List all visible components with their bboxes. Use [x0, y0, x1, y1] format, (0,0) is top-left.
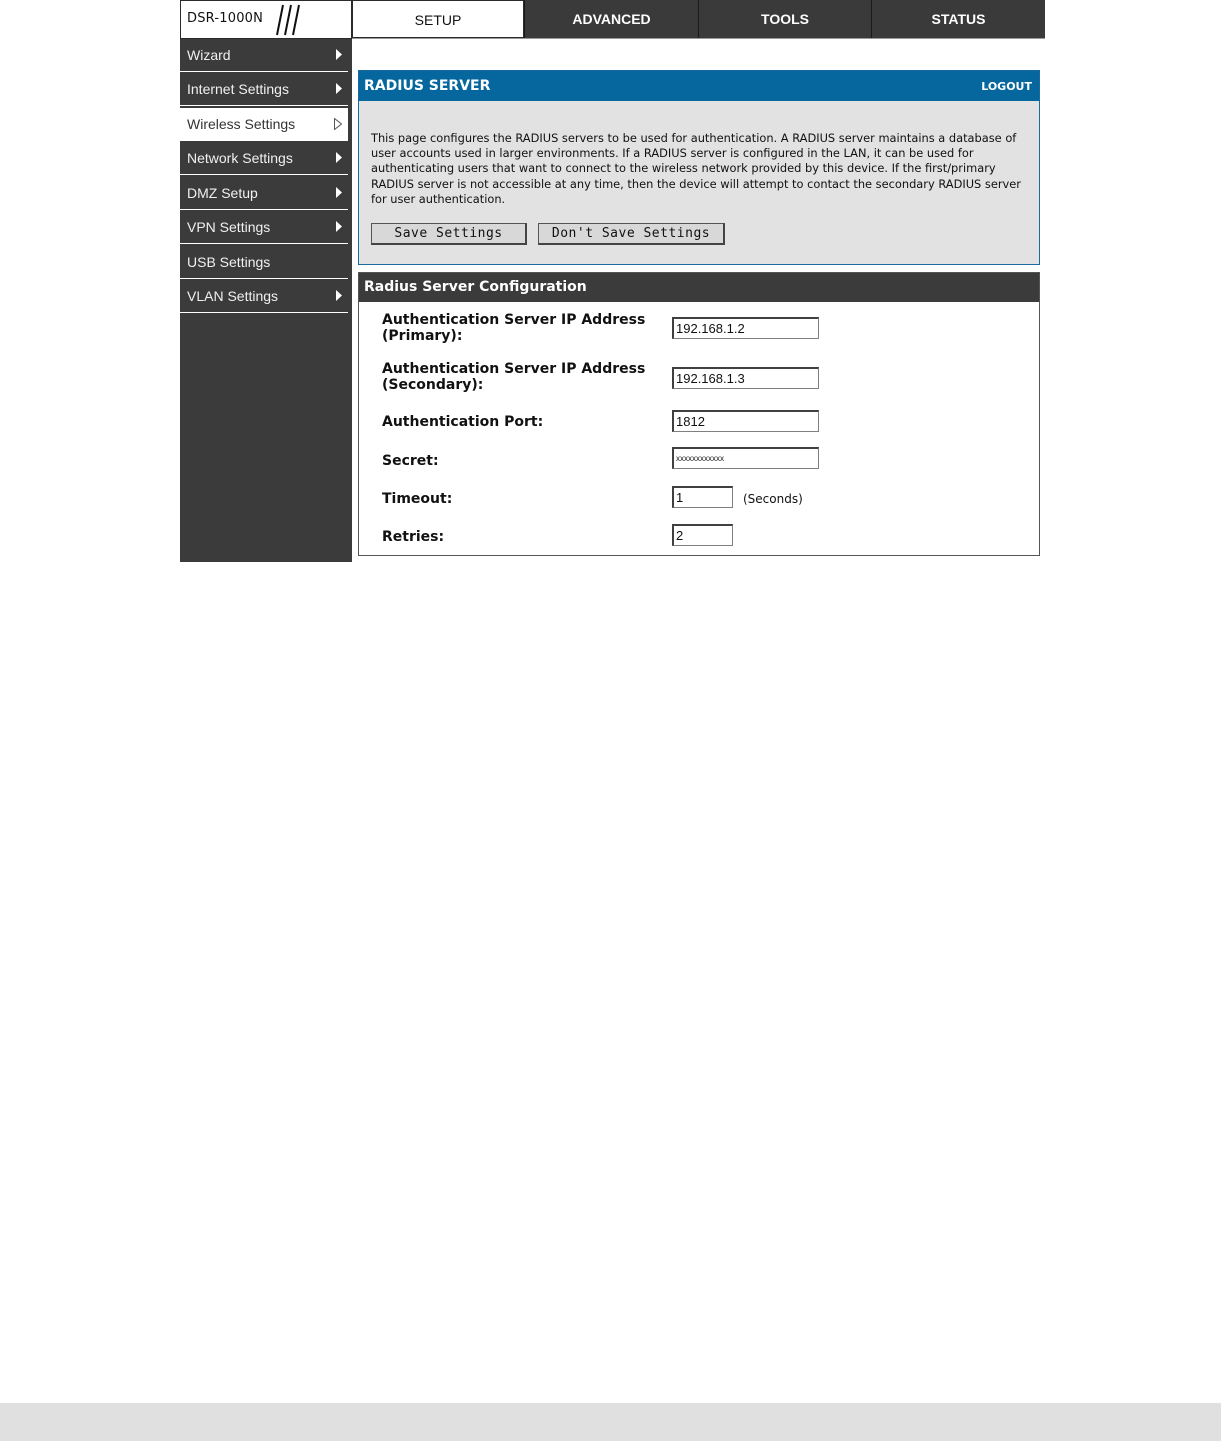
secret-input[interactable] [672, 447, 819, 469]
sidebar-item-label: VLAN Settings [187, 288, 279, 304]
sidebar-item-label: Wizard [187, 47, 231, 63]
config-title: Radius Server Configuration [364, 279, 587, 295]
config-header [359, 273, 1039, 302]
retries-label: Retries: [382, 529, 445, 545]
triangle-right-icon [336, 290, 342, 301]
sidebar-item-vpn-settings[interactable] [180, 211, 348, 244]
sidebar-item-wireless-settings[interactable] [180, 108, 348, 141]
page-title: RADIUS SERVER [364, 78, 491, 94]
sidebar-item-wizard[interactable] [180, 39, 348, 72]
secondary-ip-label [382, 361, 645, 393]
primary-ip-label-line1: Authentication Server IP Address [382, 312, 646, 328]
triangle-right-icon [336, 49, 342, 60]
model-name: DSR-1000N [187, 11, 264, 26]
triangle-right-icon [336, 152, 342, 163]
sidebar-item-network-settings[interactable] [180, 142, 348, 175]
triangle-right-icon [336, 83, 342, 94]
auth-port-input[interactable] [672, 410, 819, 432]
tab-status[interactable]: STATUS [871, 0, 1045, 38]
page-description: This page configures the RADIUS servers to be used for authentication. A RADIUS server maintains a database of user accounts used in larger environments. If a RADIUS server is configured in the LAN, it can be used for authenticating users that want to connect to the wireless network provided by this device. If the first/primary RADIUS server is not accessible at any time, then the device will attempt to contact the secondary RADIUS server for user authentication. [371, 131, 1021, 206]
tab-tools[interactable]: TOOLS [698, 0, 871, 38]
timeout-unit: (Seconds) [743, 492, 803, 506]
main-tabs [352, 0, 1045, 39]
sidebar-item-label: Wireless Settings [187, 116, 296, 132]
auth-port-label: Authentication Port: [382, 414, 544, 430]
logout-link[interactable]: LOGOUT [981, 80, 1032, 93]
retries-input[interactable] [672, 524, 733, 546]
timeout-input[interactable] [672, 486, 733, 508]
triangle-right-outline-icon [334, 118, 342, 130]
sidebar-item-label: Network Settings [187, 150, 293, 166]
logo-slashes-icon [265, 3, 301, 37]
radius-server-panel [358, 70, 1040, 265]
sidebar-item-internet-settings[interactable] [180, 73, 348, 106]
secondary-ip-label-line2: (Secondary): [382, 377, 484, 393]
primary-ip-label [382, 312, 645, 344]
triangle-right-icon [336, 187, 342, 198]
router-admin-app [180, 0, 1045, 562]
primary-ip-label-line2: (Primary): [382, 328, 463, 344]
sidebar [180, 39, 352, 562]
page-footer-band [0, 1403, 1221, 1441]
model-logo [180, 0, 352, 39]
sidebar-item-vlan-settings[interactable] [180, 280, 348, 313]
save-settings-button[interactable]: Save Settings [371, 223, 527, 245]
sidebar-item-label: Internet Settings [187, 81, 289, 97]
triangle-right-icon [336, 221, 342, 232]
sidebar-item-label: DMZ Setup [187, 185, 258, 201]
secret-label: Secret: [382, 453, 439, 469]
tab-advanced[interactable]: ADVANCED [524, 0, 698, 38]
sidebar-item-label: VPN Settings [187, 219, 271, 235]
radius-config-panel [358, 272, 1040, 556]
primary-ip-input[interactable] [672, 317, 819, 339]
timeout-label: Timeout: [382, 491, 453, 507]
tab-setup[interactable]: SETUP [352, 0, 524, 38]
secondary-ip-input[interactable] [672, 367, 819, 389]
secondary-ip-label-line1: Authentication Server IP Address [382, 361, 646, 377]
panel-header [359, 71, 1039, 101]
dont-save-settings-button[interactable]: Don't Save Settings [538, 223, 725, 245]
sidebar-item-usb-settings[interactable] [180, 246, 348, 279]
sidebar-item-label: USB Settings [187, 254, 271, 270]
sidebar-item-dmz-setup[interactable] [180, 177, 348, 210]
top-bar [180, 0, 1045, 39]
